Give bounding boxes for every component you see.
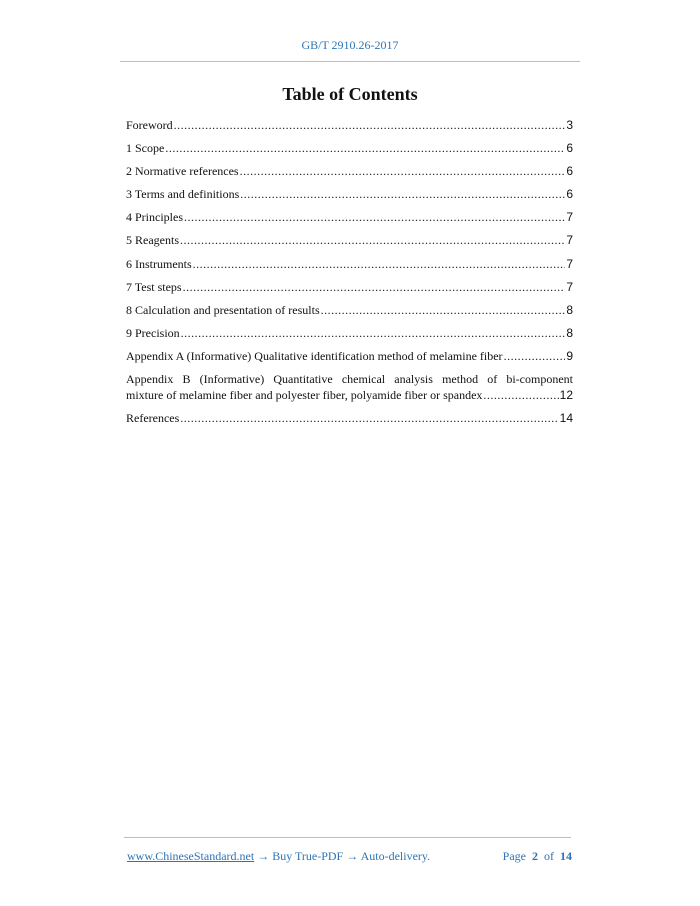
auto-delivery-text: Auto-delivery. <box>360 849 431 863</box>
header-divider <box>120 61 580 62</box>
toc-page-number: 6 <box>566 141 573 156</box>
buy-true-pdf-text: Buy True-PDF <box>272 849 344 863</box>
toc-entry-references[interactable] <box>126 410 573 426</box>
document-id: GB/T 2910.26-2017 <box>301 38 399 52</box>
toc-page-number: 8 <box>566 325 573 340</box>
toc-entry-label: 6 Instruments <box>126 256 192 271</box>
toc-entry-normative-references[interactable] <box>126 163 573 179</box>
footer-promo <box>127 849 430 864</box>
toc-entry-instruments[interactable] <box>126 256 573 272</box>
toc-leader-dots <box>321 302 566 318</box>
toc-entry-label: 5 Reagents <box>126 233 179 248</box>
toc-page-number: 8 <box>566 302 573 317</box>
toc-entry-label: 8 Calculation and presentation of results <box>126 302 320 317</box>
toc-leader-dots <box>165 140 565 156</box>
toc-page-number: 7 <box>566 256 573 271</box>
toc-entry-label: 3 Terms and definitions <box>126 187 240 202</box>
toc-entry-label: 1 Scope <box>126 141 165 156</box>
total-pages-number: 14 <box>560 849 572 863</box>
toc-entry-scope[interactable] <box>126 140 573 156</box>
toc-page-number: 6 <box>566 187 573 202</box>
toc-entry-terms-definitions[interactable] <box>126 186 573 202</box>
toc-leader-dots <box>183 279 566 295</box>
toc-entry-appendix-a[interactable] <box>126 348 573 364</box>
toc-page-number: 12 <box>559 388 573 403</box>
page-indicator <box>503 849 572 864</box>
page-title: Table of Contents <box>282 84 418 104</box>
toc-page-number: 7 <box>566 210 573 225</box>
toc-leader-dots <box>193 256 566 272</box>
arrow-right-icon: → <box>257 849 270 863</box>
toc-entry-label: Foreword <box>126 118 173 132</box>
toc-leader-dots <box>504 348 566 364</box>
toc-leader-dots <box>184 209 565 225</box>
toc-leader-dots <box>180 410 558 426</box>
toc-entry-principles[interactable] <box>126 209 573 225</box>
toc-entry-label: References <box>126 411 180 426</box>
toc-entry-foreword[interactable] <box>126 117 573 133</box>
toc-page-number: 7 <box>566 233 573 248</box>
toc-entry-label: 9 Precision <box>126 325 180 340</box>
toc-page-number: 9 <box>566 348 573 363</box>
arrow-right-icon: → <box>346 849 359 863</box>
toc-entry-label: 2 Normative references <box>126 164 239 179</box>
document-header <box>0 38 700 53</box>
toc-entry-label-line2: mixture of melamine fiber and polyester fiber, polyamide fiber or spandex <box>126 388 483 403</box>
toc-page-number: 3 <box>566 118 573 132</box>
toc-leader-dots <box>483 387 558 403</box>
toc-leader-dots <box>240 186 565 202</box>
toc-entry-calculation[interactable] <box>126 302 573 318</box>
page-word: Page <box>502 849 526 863</box>
toc-leader-dots <box>180 232 565 248</box>
toc-leader-dots <box>181 325 566 341</box>
toc-entry-label-line1: Appendix B (Informative) Quantitative chemical analysis method of bi-component <box>126 372 573 387</box>
toc-leader-dots <box>174 117 566 133</box>
toc-page-number: 6 <box>566 164 573 179</box>
toc-entry-appendix-b[interactable] <box>126 371 573 403</box>
toc-entry-precision[interactable] <box>126 325 573 341</box>
table-of-contents <box>126 117 573 433</box>
toc-entry-label: 7 Test steps <box>126 279 182 294</box>
footer-divider <box>124 837 571 838</box>
toc-entry-reagents[interactable] <box>126 232 573 248</box>
toc-leader-dots <box>240 163 566 179</box>
of-word: of <box>544 849 554 863</box>
toc-page-number: 7 <box>566 279 573 294</box>
toc-entry-label: Appendix A (Informative) Qualitative identification method of melamine fiber <box>126 348 503 363</box>
toc-page-number: 14 <box>559 411 573 426</box>
toc-entry-label: 4 Principles <box>126 210 183 225</box>
current-page-number: 2 <box>532 849 538 863</box>
toc-entry-test-steps[interactable] <box>126 279 573 295</box>
website-link[interactable]: www.ChineseStandard.net <box>127 849 255 863</box>
